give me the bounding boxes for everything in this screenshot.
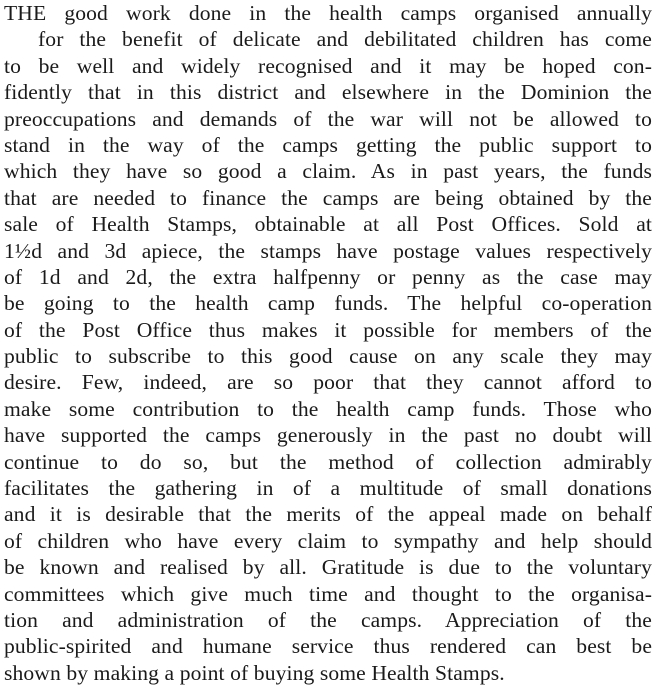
article-line-26: shown by making a point of buying some Health Stamps.: [4, 660, 505, 685]
article-line-8: that are needed to finance the camps are being obtained by the: [4, 185, 652, 210]
article-line-24: tion and administration of the camps. Appreciation of the: [4, 607, 652, 632]
article-line-9: sale of Health Stamps, obtainable at all Post Offices. Sold at: [4, 212, 652, 237]
article-line-20: and it is desirable that the merits of the appeal made on behalf: [4, 502, 652, 527]
article-line-19: facilitates the gathering in of a multitude of small donations: [4, 476, 652, 501]
article-line-17: have supported the camps generously in the past no doubt will: [4, 423, 652, 448]
article-line-3: to be well and widely recognised and it may be hoped con-: [4, 53, 652, 78]
article-line-12: be going to the health camp funds. The helpful co-operation: [4, 291, 652, 316]
article-line-5: preoccupations and demands of the war will not be allowed to: [4, 106, 652, 131]
article-body: [4, 0, 652, 686]
article-line-25: public-spirited and humane service thus rendered can best be: [4, 634, 652, 659]
article-line-10: 1½d and 3d apiece, the stamps have postage values respectively: [4, 238, 652, 263]
article-line-14: public to subscribe to this good cause on any scale they may: [4, 344, 652, 369]
article-line-2: for the benefit of delicate and debilitated children has come: [38, 27, 652, 52]
article-line-13: of the Post Office thus makes it possible for members of the: [4, 317, 652, 342]
article-line-22: be known and realised by all. Gratitude is due to the voluntary: [4, 555, 652, 580]
article-line-21: of children who have every claim to sympathy and help should: [4, 528, 652, 553]
article-line-6: stand in the way of the camps getting the public support to: [4, 132, 652, 157]
article-line-1: THE good work done in the health camps organised annually: [4, 1, 652, 25]
article-line-23: committees which give much time and thought to the organisa-: [4, 581, 652, 606]
article-line-7: which they have so good a claim. As in past years, the funds: [4, 159, 652, 184]
article-line-4: fidently that in this district and elsewhere in the Dominion the: [4, 80, 652, 105]
article-line-11: of 1d and 2d, the extra halfpenny or penny as the case may: [4, 264, 652, 289]
article-line-18: continue to do so, but the method of collection admirably: [4, 449, 652, 474]
article-line-16: make some contribution to the health camp funds. Those who: [4, 396, 652, 421]
article-line-15: desire. Few, indeed, are so poor that they cannot afford to: [4, 370, 652, 395]
